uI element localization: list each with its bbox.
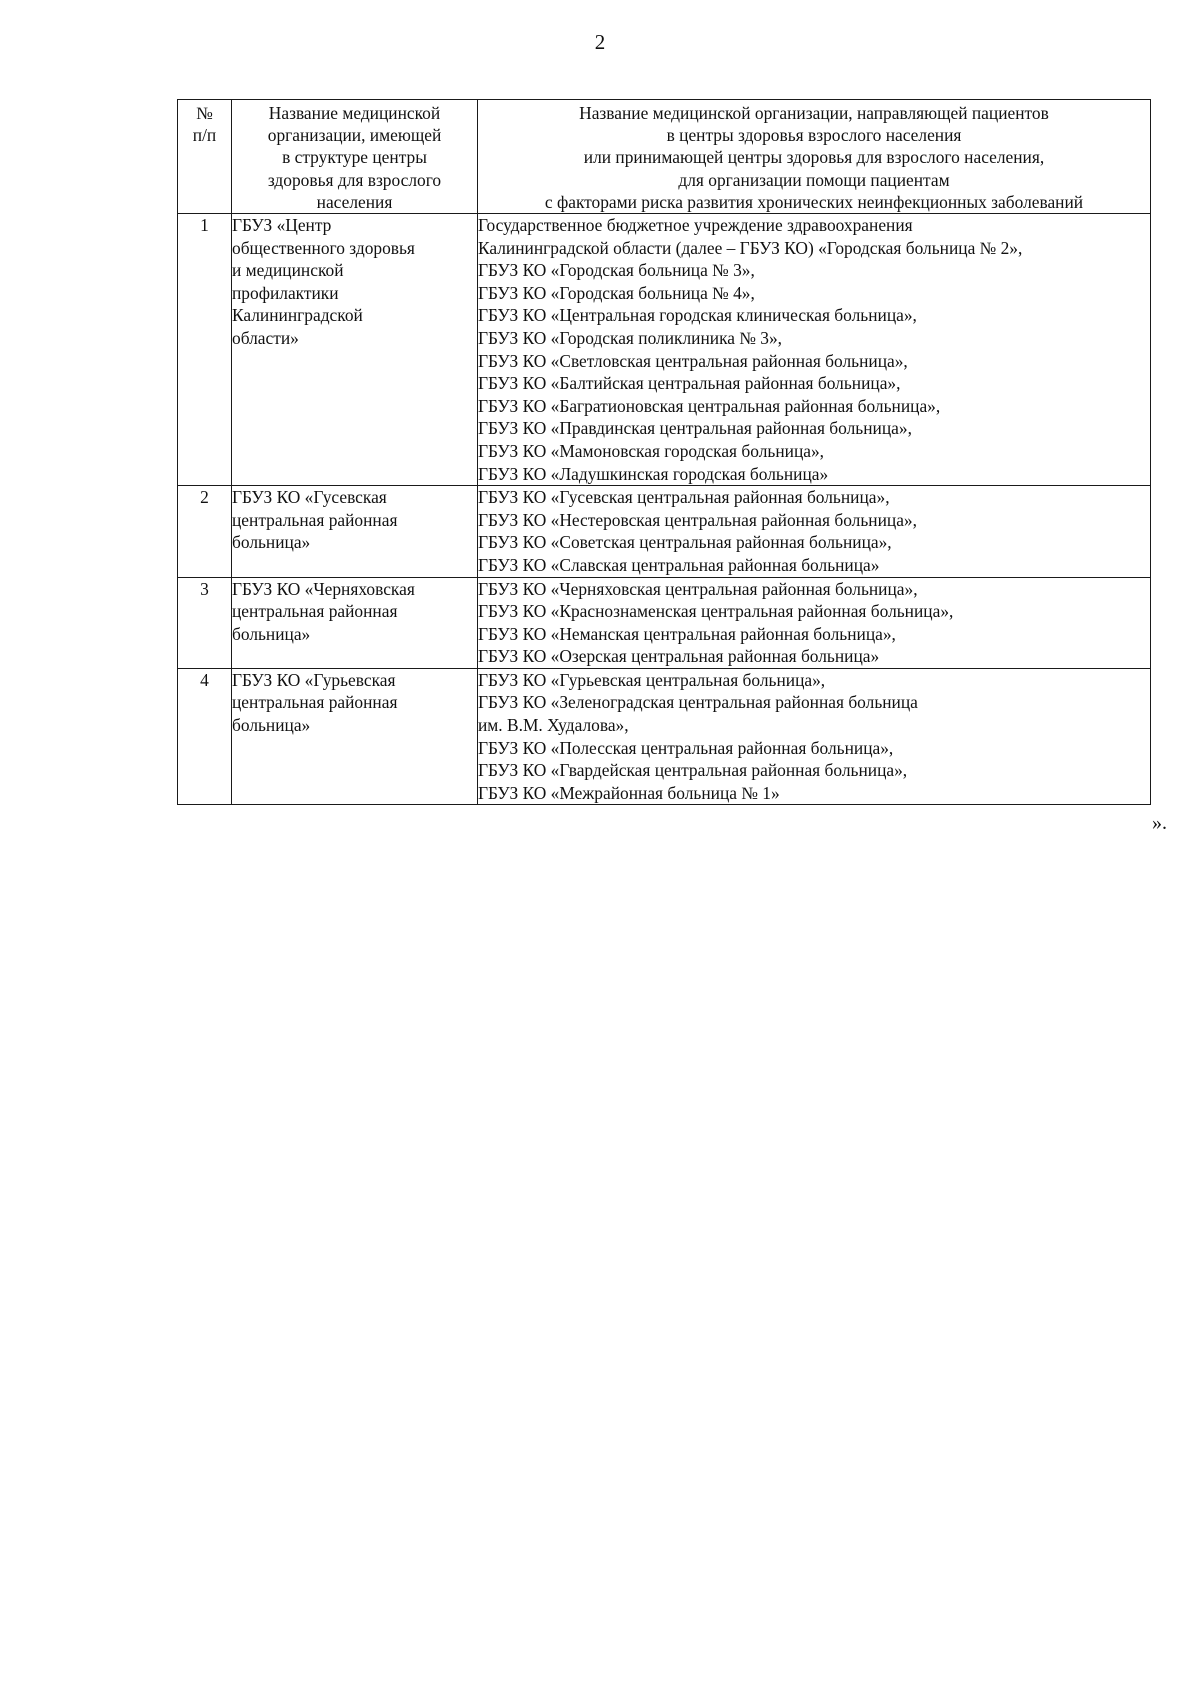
referring-line: ГБУЗ КО «Зеленоградская центральная районная больница [478, 692, 918, 713]
organization-line: больница» [232, 715, 311, 736]
row-number: 4 [178, 668, 232, 805]
referring-line: ГБУЗ КО «Межрайонная больница № 1» [478, 782, 780, 803]
header-organization-line: Название медицинской [268, 103, 441, 123]
organization-line: ГБУЗ КО «Гусевская [232, 487, 387, 508]
row-organization [232, 214, 478, 486]
header-referring-line: для организации помощи пациентам [678, 169, 950, 190]
row-number: 3 [178, 577, 232, 668]
table-header-row [178, 100, 1151, 214]
referring-line: ГБУЗ КО «Советская центральная районная больница», [478, 532, 892, 553]
organization-line: ГБУЗ «Центр [232, 215, 332, 236]
row-organization [232, 668, 478, 805]
referring-line: ГБУЗ КО «Багратионовская центральная районная больница», [478, 395, 941, 416]
referring-line: Государственное бюджетное учреждение здравоохранения [478, 215, 913, 236]
header-referring-line: или принимающей центры здоровья для взрослого населения, [583, 147, 1045, 168]
referring-line: ГБУЗ КО «Гусевская центральная районная больница», [478, 487, 890, 508]
header-organization-line: здоровья для взрослого [267, 169, 442, 190]
organization-line: профилактики [232, 282, 339, 303]
referring-line: ГБУЗ КО «Правдинская центральная районная больница», [478, 418, 912, 439]
header-referring-line: с факторами риска развития хронических неинфекционных заболеваний [544, 191, 1084, 212]
organization-line: и медицинской [232, 260, 344, 281]
page-number: 2 [594, 30, 606, 54]
organization-line: Калининградской [232, 305, 363, 326]
row-number: 2 [178, 486, 232, 577]
row-number: 1 [178, 214, 232, 486]
organization-line: ГБУЗ КО «Черняховская [232, 578, 415, 599]
header-organization [232, 100, 478, 214]
referring-line: ГБУЗ КО «Нестеровская центральная районная больница», [478, 509, 917, 530]
referring-line: ГБУЗ КО «Черняховская центральная районная больница», [478, 578, 918, 599]
row-referring-organizations [478, 486, 1151, 577]
header-number [178, 100, 232, 214]
header-referring-line: Название медицинской организации, направляющей пациентов [579, 103, 1049, 123]
referring-line: им. В.М. Худалова», [478, 715, 629, 736]
organizations-table [177, 99, 1151, 805]
table-row [178, 577, 1151, 668]
header-referring-line: в центры здоровья взрослого населения [666, 125, 962, 146]
referring-line: ГБУЗ КО «Светловская центральная районная больница», [478, 350, 908, 371]
referring-line: ГБУЗ КО «Полесская центральная районная больница», [478, 737, 894, 758]
row-organization [232, 486, 478, 577]
organization-line: центральная районная [232, 692, 398, 713]
referring-line: ГБУЗ КО «Озерская центральная районная больница» [478, 646, 880, 667]
organization-line: больница» [232, 623, 311, 644]
row-referring-organizations [478, 577, 1151, 668]
organization-line: общественного здоровья [232, 237, 415, 258]
referring-line: ГБУЗ КО «Неманская центральная районная больница», [478, 623, 896, 644]
closing-quote-mark: ». [1152, 812, 1167, 834]
referring-line: ГБУЗ КО «Городская поликлиника № 3», [478, 327, 783, 348]
referring-line: ГБУЗ КО «Славская центральная районная больница» [478, 554, 880, 575]
header-organization-line: в структуре центры [282, 147, 427, 168]
referring-line: ГБУЗ КО «Центральная городская клиническая больница», [478, 305, 917, 326]
header-referring-organization [478, 100, 1151, 214]
referring-line: ГБУЗ КО «Городская больница № 4», [478, 282, 755, 303]
organization-line: области» [232, 327, 299, 348]
referring-line: ГБУЗ КО «Краснознаменская центральная районная больница», [478, 601, 954, 622]
referring-line: ГБУЗ КО «Гвардейская центральная районная больница», [478, 760, 908, 781]
referring-line: Калининградской области (далее – ГБУЗ КО) «Городская больница № 2», [478, 237, 1023, 258]
row-referring-organizations [478, 668, 1151, 805]
organization-line: центральная районная [232, 601, 398, 622]
header-organization-line: населения [316, 191, 393, 212]
referring-line: ГБУЗ КО «Ладушкинская городская больница» [478, 463, 829, 484]
referring-line: ГБУЗ КО «Балтийская центральная районная больница», [478, 373, 901, 394]
header-number-line: п/п [192, 125, 217, 146]
referring-line: ГБУЗ КО «Городская больница № 3», [478, 260, 755, 281]
header-organization-line: организации, имеющей [267, 125, 442, 146]
table-row [178, 214, 1151, 486]
table-row [178, 668, 1151, 805]
referring-line: ГБУЗ КО «Мамоновская городская больница», [478, 440, 825, 461]
organization-line: центральная районная [232, 509, 398, 530]
referring-line: ГБУЗ КО «Гурьевская центральная больница», [478, 669, 826, 690]
table-row [178, 486, 1151, 577]
row-organization [232, 577, 478, 668]
header-number-line: № [196, 103, 213, 123]
organization-line: больница» [232, 532, 311, 553]
row-referring-organizations [478, 214, 1151, 486]
organization-line: ГБУЗ КО «Гурьевская [232, 669, 396, 690]
